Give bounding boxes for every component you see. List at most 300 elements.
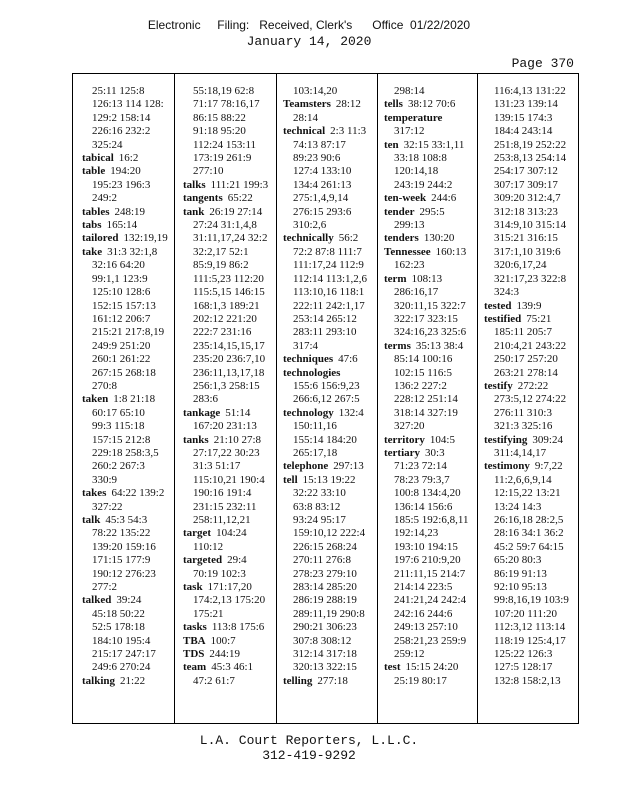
column-divider — [477, 74, 478, 723]
page-line-refs: 162:23 — [394, 259, 425, 272]
page-line-refs: 242:16 244:6 — [394, 607, 453, 620]
index-continuation — [82, 541, 177, 554]
index-entry — [484, 313, 579, 326]
index-continuation — [283, 179, 378, 192]
page-line-refs: 320:13 322:15 — [293, 661, 357, 674]
page-line-refs: 65:22 — [227, 192, 253, 205]
page-line-refs: 112:3,12 113:14 — [494, 621, 566, 634]
index-continuation — [384, 393, 479, 406]
page-line-refs: 243:19 244:2 — [394, 178, 453, 191]
index-continuation — [82, 273, 177, 286]
page-line-refs: 298:14 — [394, 85, 425, 97]
index-continuation — [82, 353, 177, 366]
page-line-refs: 259:12 — [394, 648, 425, 661]
page-line-refs: 157:15 212:8 — [92, 433, 151, 446]
index-continuation — [82, 300, 177, 313]
index-continuation — [283, 447, 378, 460]
filing-date: January 14, 2020 — [246, 34, 372, 49]
page-line-refs: 100:7 — [210, 634, 236, 647]
page-line-refs: 31:3 51:17 — [193, 460, 241, 473]
page-line-refs: 99:1,1 123:9 — [92, 272, 148, 285]
page-line-refs: 152:15 157:13 — [92, 299, 156, 312]
index-entry — [82, 675, 177, 688]
index-entry — [82, 393, 177, 406]
index-continuation — [484, 541, 579, 554]
page-line-refs: 131:23 139:14 — [494, 98, 558, 111]
footer-company: L.A. Court Reporters, L.L.C. — [199, 733, 419, 748]
page-line-refs: 244:6 — [431, 192, 457, 205]
index-term: talking — [82, 674, 116, 687]
index-continuation — [183, 420, 278, 433]
index-entry — [183, 635, 278, 648]
filing-stamp: Electronic Filing: Received, Clerk's Office 01/22/2020 — [147, 18, 471, 32]
index-term: testifying — [484, 433, 528, 446]
index-continuation — [283, 581, 378, 594]
page-line-refs: 85:9,19 86:2 — [193, 259, 249, 272]
index-term: target — [183, 527, 212, 540]
page-line-refs: 111:21 199:3 — [210, 178, 269, 191]
index-term: taken — [82, 393, 109, 406]
page-line-refs: 174:2,13 175:20 — [193, 594, 266, 607]
page-line-refs: 107:20 111:20 — [494, 607, 558, 620]
page-line-refs: 320:6,17,24 — [494, 259, 547, 272]
page-line-refs: 139:20 159:16 — [92, 540, 156, 553]
page-line-refs: 78:23 79:3,7 — [394, 473, 450, 486]
index-continuation — [283, 420, 378, 433]
index-entry — [283, 125, 378, 138]
page-line-refs: 244:19 — [209, 648, 240, 661]
index-continuation — [384, 501, 479, 514]
index-term: testify — [484, 379, 513, 392]
index-term: talked — [82, 594, 112, 607]
page-line-refs: 65:20 80:3 — [494, 554, 542, 567]
index-continuation — [484, 326, 579, 339]
index-column-1 — [82, 85, 177, 717]
page-line-refs: 63:8 83:12 — [293, 500, 341, 513]
page-line-refs: 71:17 78:16,17 — [193, 98, 260, 111]
page-line-refs: 78:22 135:22 — [92, 527, 151, 540]
index-continuation — [484, 474, 579, 487]
index-term: ten — [384, 138, 399, 151]
index-term: tells — [384, 98, 403, 111]
index-continuation — [384, 675, 479, 688]
page-line-refs: 263:21 278:14 — [494, 366, 558, 379]
page-line-refs: 222:7 231:16 — [193, 326, 252, 339]
index-term: tabical — [82, 152, 114, 165]
index-entry — [283, 367, 378, 380]
page-line-refs: 253:14 265:12 — [293, 312, 357, 325]
page-line-refs: 115:10,21 190:4 — [193, 473, 265, 486]
page-line-refs: 118:19 125:4,17 — [494, 634, 566, 647]
index-entry — [183, 527, 278, 540]
page-line-refs: 260:1 261:22 — [92, 353, 151, 366]
page-line-refs: 127:5 128:17 — [494, 661, 553, 674]
index-term: task — [183, 581, 203, 594]
page-line-refs: 270:8 — [92, 379, 118, 392]
index-continuation — [384, 554, 479, 567]
index-continuation — [183, 85, 278, 98]
index-entry — [283, 232, 378, 245]
page-line-refs: 317:1,10 319:6 — [494, 245, 561, 258]
index-term: term — [384, 272, 407, 285]
footer-phone: 312-419-9292 — [262, 748, 356, 763]
page-line-refs: 277:18 — [317, 674, 348, 687]
index-continuation — [283, 635, 378, 648]
page-line-refs: 32:16 64:20 — [92, 259, 145, 272]
index-term: tenders — [384, 232, 419, 245]
index-continuation — [283, 192, 378, 205]
index-continuation — [484, 139, 579, 152]
page-line-refs: 275:1,4,9,14 — [293, 192, 349, 205]
page-line-refs: 125:22 126:3 — [494, 648, 553, 661]
page-line-refs: 130:20 — [423, 232, 455, 245]
index-entry — [384, 139, 479, 152]
index-entry — [283, 98, 378, 111]
page-line-refs: 192:14,23 — [394, 527, 439, 540]
index-continuation — [283, 501, 378, 514]
index-term: technical — [283, 125, 326, 138]
index-entry — [183, 192, 278, 205]
page-line-refs: 25:11 125:8 — [92, 85, 145, 97]
index-continuation — [484, 367, 579, 380]
index-entry — [384, 273, 479, 286]
index-continuation — [183, 541, 278, 554]
index-entry — [384, 661, 479, 674]
page-line-refs: 93:24 95:17 — [293, 514, 346, 526]
page-line-refs: 254:17 307:12 — [494, 165, 558, 178]
index-entry — [183, 648, 278, 661]
index-term: tables — [82, 205, 110, 218]
page-line-refs: 321:3 325:16 — [494, 420, 553, 433]
index-continuation — [283, 608, 378, 621]
page-line-refs: 35:13 38:4 — [415, 339, 464, 352]
index-continuation — [283, 300, 378, 313]
page-line-refs: 307:17 309:17 — [494, 178, 558, 191]
index-continuation — [384, 527, 479, 540]
index-continuation — [484, 393, 579, 406]
page-line-refs: 241:21,24 242:4 — [394, 594, 467, 607]
index-term: tested — [484, 299, 512, 312]
page-line-refs: 325:24 — [92, 138, 123, 151]
page-line-refs: 11:2,6,6,9,14 — [494, 473, 552, 486]
page-line-refs: 102:15 116:5 — [394, 366, 452, 379]
page-line-refs: 51:14 — [225, 406, 251, 419]
page-line-refs: 132:4 — [338, 406, 364, 419]
page-line-refs: 45:2 59:7 64:15 — [494, 540, 564, 553]
index-continuation — [283, 112, 378, 125]
page-line-refs: 249:2 — [92, 192, 118, 205]
index-term: tell — [283, 473, 298, 486]
index-entry — [384, 246, 479, 259]
index-continuation — [484, 581, 579, 594]
page-line-refs: 250:17 257:20 — [494, 353, 558, 366]
page-line-refs: 45:18 50:22 — [92, 607, 145, 620]
index-continuation — [283, 152, 378, 165]
index-continuation — [82, 286, 177, 299]
index-continuation — [82, 313, 177, 326]
index-continuation — [384, 286, 479, 299]
index-continuation — [484, 246, 579, 259]
index-continuation — [82, 125, 177, 138]
page-line-refs: 273:5,12 274:22 — [494, 393, 567, 406]
page-line-refs: 103:14,20 — [293, 85, 338, 97]
index-continuation — [82, 608, 177, 621]
index-continuation — [183, 367, 278, 380]
index-entry — [82, 152, 177, 165]
index-entry — [82, 246, 177, 259]
index-term: team — [183, 661, 207, 674]
page-line-refs: 184:4 243:14 — [494, 125, 553, 138]
page-line-refs: 286:19 288:19 — [293, 594, 357, 607]
page-line-refs: 110:12 — [193, 540, 224, 553]
index-continuation — [283, 621, 378, 634]
index-continuation — [183, 300, 278, 313]
page-line-refs: 86:15 88:22 — [193, 111, 246, 124]
index-continuation — [283, 326, 378, 339]
index-continuation — [82, 259, 177, 272]
page-line-refs: 74:13 87:17 — [293, 138, 346, 151]
index-continuation — [183, 501, 278, 514]
index-term: Tennessee — [384, 245, 431, 258]
page-line-refs: 26:16,18 28:2,5 — [494, 514, 564, 526]
page-line-refs: 226:15 268:24 — [293, 540, 357, 553]
index-continuation — [283, 648, 378, 661]
index-continuation — [82, 447, 177, 460]
index-continuation — [82, 635, 177, 648]
index-continuation — [183, 487, 278, 500]
page-line-refs: 267:15 268:18 — [92, 366, 156, 379]
page-line-refs: 317:12 — [394, 125, 425, 138]
page-line-refs: 1:8 21:18 — [113, 393, 156, 406]
index-continuation — [484, 286, 579, 299]
index-continuation — [384, 581, 479, 594]
index-term: table — [82, 165, 106, 178]
page-line-refs: 248:19 — [114, 205, 146, 218]
index-entry — [82, 487, 177, 500]
index-continuation — [82, 501, 177, 514]
index-continuation — [384, 165, 479, 178]
index-continuation — [82, 139, 177, 152]
index-continuation — [283, 340, 378, 353]
page-line-refs: 215:21 217:8,19 — [92, 326, 165, 339]
index-continuation — [484, 125, 579, 138]
page-line-refs: 132:8 158:2,13 — [494, 674, 561, 687]
index-continuation — [384, 648, 479, 661]
page-line-refs: 136:2 227:2 — [394, 379, 447, 392]
index-continuation — [183, 313, 278, 326]
page-line-refs: 160:13 — [435, 245, 467, 258]
index-term: tabs — [82, 219, 102, 232]
index-continuation — [183, 125, 278, 138]
page-line-refs: 322:17 323:15 — [394, 312, 458, 325]
index-continuation — [484, 568, 579, 581]
index-term: terms — [384, 339, 411, 352]
index-continuation — [384, 420, 479, 433]
page-line-refs: 113:8 175:6 — [211, 621, 265, 634]
page-line-refs: 185:11 205:7 — [494, 326, 552, 339]
index-continuation — [82, 661, 177, 674]
index-entry — [484, 300, 579, 313]
page-line-refs: 56:2 — [338, 232, 359, 245]
page-line-refs: 139:9 — [516, 299, 542, 312]
index-entry — [183, 581, 278, 594]
index-term: tanks — [183, 433, 209, 446]
index-continuation — [183, 112, 278, 125]
index-entry — [283, 460, 378, 473]
index-continuation — [183, 675, 278, 688]
index-continuation — [384, 568, 479, 581]
page-line-refs: 228:12 251:14 — [394, 393, 458, 406]
index-continuation — [384, 367, 479, 380]
index-continuation — [384, 380, 479, 393]
index-continuation — [82, 179, 177, 192]
index-term: talk — [82, 514, 101, 526]
page-line-refs: 134:4 261:13 — [293, 178, 352, 191]
index-continuation — [384, 300, 479, 313]
index-continuation — [82, 527, 177, 540]
index-continuation — [484, 165, 579, 178]
index-continuation — [82, 98, 177, 111]
index-term: testimony — [484, 460, 530, 473]
page-line-refs: 31:3 32:1,8 — [107, 245, 158, 258]
index-continuation — [484, 152, 579, 165]
index-continuation — [484, 648, 579, 661]
page-line-refs: 112:24 153:11 — [193, 138, 257, 151]
index-term: targeted — [183, 554, 223, 567]
index-continuation — [384, 259, 479, 272]
index-continuation — [484, 98, 579, 111]
index-entry — [283, 675, 378, 688]
page-line-refs: 91:18 95:20 — [193, 125, 246, 138]
index-term: tertiary — [384, 446, 421, 459]
page-line-refs: 309:20 312:4,7 — [494, 192, 561, 205]
page-line-refs: 311:4,14,17 — [494, 446, 547, 459]
page-line-refs: 100:8 134:4,20 — [394, 487, 461, 500]
index-continuation — [384, 152, 479, 165]
index-continuation — [183, 152, 278, 165]
page-line-refs: 70:19 102:3 — [193, 567, 246, 580]
index-continuation — [82, 192, 177, 205]
index-box — [72, 73, 579, 724]
page-line-refs: 278:23 279:10 — [293, 567, 357, 580]
index-continuation — [183, 447, 278, 460]
index-continuation — [484, 527, 579, 540]
index-continuation — [283, 594, 378, 607]
page-line-refs: 283:6 — [193, 393, 219, 406]
index-column-3 — [283, 85, 378, 717]
index-continuation — [283, 85, 378, 98]
page-line-refs: 195:23 196:3 — [92, 178, 151, 191]
page-line-refs: 299:13 — [394, 219, 425, 232]
index-continuation — [484, 594, 579, 607]
page-line-refs: 47:2 61:7 — [193, 674, 235, 687]
page-line-refs: 45:3 54:3 — [105, 514, 148, 526]
page-line-refs: 321:17,23 322:8 — [494, 272, 567, 285]
page-line-refs: 9:7,22 — [534, 460, 563, 473]
index-column-2 — [183, 85, 278, 717]
page-line-refs: 111:5,23 112:20 — [193, 272, 264, 285]
page-line-refs: 99:3 115:18 — [92, 420, 145, 433]
index-continuation — [183, 460, 278, 473]
index-continuation — [183, 246, 278, 259]
index-term: tangents — [183, 192, 223, 205]
page-line-refs: 193:10 194:15 — [394, 540, 458, 553]
index-continuation — [183, 326, 278, 339]
page-line-refs: 309:24 — [532, 433, 563, 446]
page-line-refs: 108:13 — [411, 272, 443, 285]
page-line-refs: 21:22 — [120, 674, 146, 687]
index-entry — [183, 407, 278, 420]
page-line-refs: 26:19 27:14 — [209, 205, 263, 218]
index-continuation — [484, 501, 579, 514]
page-line-refs: 202:12 221:20 — [193, 312, 257, 325]
index-entry — [484, 380, 579, 393]
index-entry — [283, 474, 378, 487]
index-continuation — [82, 407, 177, 420]
page-line-refs: 161:12 206:7 — [92, 312, 151, 325]
index-continuation — [183, 232, 278, 245]
index-term: tailored — [82, 232, 119, 245]
index-continuation — [82, 380, 177, 393]
page-line-refs: 72:2 87:8 111:7 — [293, 245, 362, 258]
page-line-refs: 16:2 — [118, 152, 139, 165]
index-continuation — [384, 621, 479, 634]
page-line-refs: 310:2,6 — [293, 219, 327, 232]
page-line-refs: 235:14,15,15,17 — [193, 339, 265, 352]
index-continuation — [484, 407, 579, 420]
page-line-refs: 185:5 192:6,8,11 — [394, 514, 469, 526]
page-line-refs: 104:24 — [216, 527, 247, 540]
index-continuation — [283, 554, 378, 567]
page-line-refs: 214:14 223:5 — [394, 581, 453, 594]
index-continuation — [484, 232, 579, 245]
index-continuation — [82, 420, 177, 433]
index-continuation — [283, 313, 378, 326]
index-continuation — [183, 286, 278, 299]
index-continuation — [384, 594, 479, 607]
index-continuation — [82, 474, 177, 487]
page-line-refs: 32:22 33:10 — [293, 487, 346, 500]
page-line-refs: 297:13 — [333, 460, 364, 473]
index-entry — [82, 594, 177, 607]
index-continuation — [283, 434, 378, 447]
page-line-refs: 277:2 — [92, 581, 118, 594]
index-continuation — [82, 460, 177, 473]
index-continuation — [82, 85, 177, 98]
index-continuation — [384, 635, 479, 648]
index-entry — [384, 112, 479, 125]
page-line-refs: 317:4 — [293, 339, 319, 352]
index-continuation — [283, 246, 378, 259]
index-continuation — [283, 273, 378, 286]
index-continuation — [384, 326, 479, 339]
index-continuation — [384, 85, 479, 98]
page-line-refs: 256:1,3 258:15 — [193, 379, 260, 392]
page-line-refs: 155:6 156:9,23 — [293, 379, 360, 392]
index-entry — [82, 219, 177, 232]
page-line-refs: 184:10 195:4 — [92, 634, 151, 647]
page-line-refs: 150:11,16 — [293, 420, 337, 433]
index-entry — [183, 554, 278, 567]
page-line-refs: 231:15 232:11 — [193, 500, 257, 513]
page-line-refs: 99:8,16,19 103:9 — [494, 594, 569, 607]
index-entry — [183, 179, 278, 192]
index-continuation — [484, 635, 579, 648]
index-entry — [384, 98, 479, 111]
index-continuation — [183, 353, 278, 366]
index-continuation — [183, 219, 278, 232]
page-line-refs: 290:21 306:23 — [293, 621, 357, 634]
